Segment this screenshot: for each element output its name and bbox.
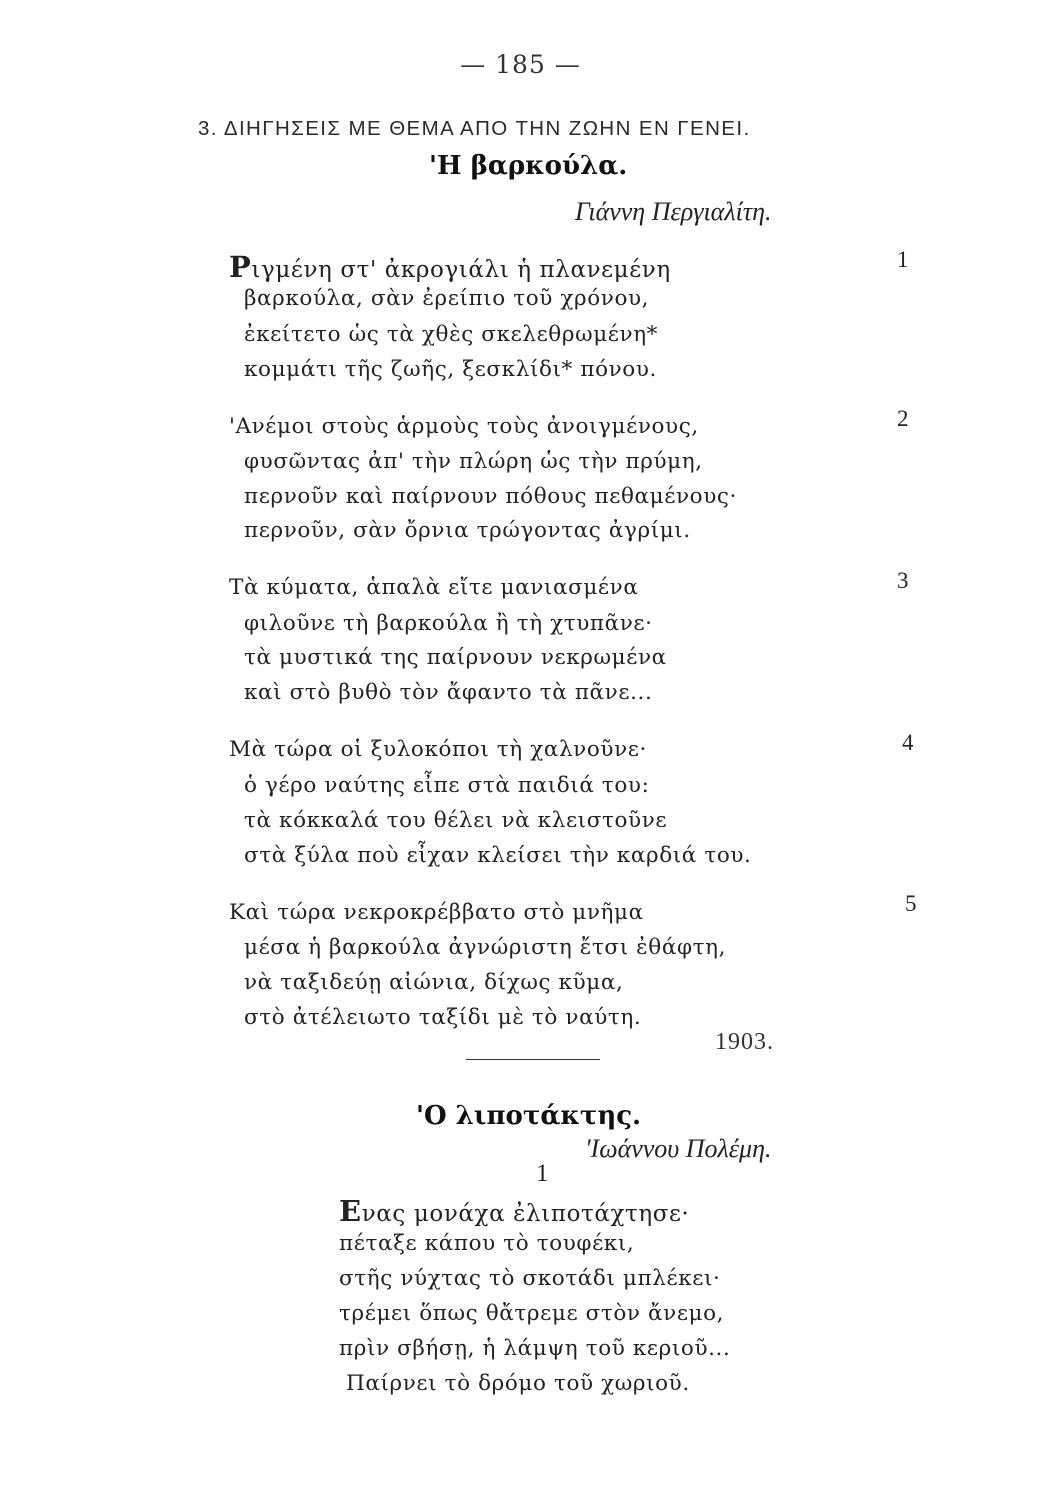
part-number: 1 bbox=[536, 1160, 549, 1187]
poem-line: πέταξε κάπου τὸ τουφέκι, bbox=[339, 1231, 635, 1256]
stanza-number: 5 bbox=[905, 891, 917, 916]
poem-year: 1903. bbox=[715, 1029, 774, 1055]
poem-line: φιλοῦνε τὴ βαρκούλα ἢ τὴ χτυπᾶνε· bbox=[244, 611, 653, 636]
poem-line: φυσῶντας ἀπ' τὴν πλώρη ὡς τὴν πρύμη, bbox=[244, 449, 703, 474]
poem-line: περνοῦν, σὰν ὄρνια τρώγοντας ἀγρίμι. bbox=[244, 518, 691, 543]
poem-line: βαρκούλα, σὰν ἐρείπιο τοῦ χρόνου, bbox=[244, 286, 650, 311]
poem-line: κομμάτι τῆς ζωῆς, ξεσκλίδι* πόνου. bbox=[244, 357, 657, 382]
stanza-number: 3 bbox=[897, 568, 909, 593]
poem-line: Τὰ κύματα, ἁπαλὰ εἴτε μανιασμένα bbox=[229, 575, 639, 600]
poem-author-polemis: 'Ιωάννου Πολέμη. bbox=[585, 1134, 772, 1163]
poem-line: Ριγμένη στ' ἀκρογιάλι ἡ πλανεμένη bbox=[229, 250, 671, 284]
poem-line: περνοῦν καὶ παίρνουν πόθους πεθαμένους· bbox=[244, 484, 737, 509]
page-number: — 185 — bbox=[460, 50, 581, 79]
poem-line: 'Ανέμοι στοὺς ἁρμοὺς τοὺς ἀνοιγμένους, bbox=[229, 414, 699, 439]
drop-cap: Ρ bbox=[229, 250, 252, 284]
poem-title-barkoula: 'Η βαρκούλα. bbox=[429, 151, 628, 181]
poem-author-pergialitis: Γιάννη Περγιαλίτη. bbox=[575, 197, 772, 226]
poem-line: πρὶν σβήσῃ, ἡ λάμψη τοῦ κεριοῦ... bbox=[339, 1336, 731, 1361]
poem-line: στῆς νύχτας τὸ σκοτάδι μπλέκει· bbox=[339, 1266, 721, 1291]
section-divider bbox=[466, 1059, 600, 1060]
stanza-number: 4 bbox=[902, 730, 914, 755]
poem-line: στὸ ἀτέλειωτο ταξίδι μὲ τὸ ναύτη. bbox=[244, 1005, 642, 1030]
poem-line: στὰ ξύλα ποὺ εἶχαν κλείσει τὴν καρδιά του. bbox=[244, 843, 752, 868]
poem-line: τρέμει ὅπως θἄτρεμε στὸν ἄνεμο, bbox=[339, 1301, 725, 1326]
section-heading: 3. ΔΙΗΓΗΣΕΙΣ ΜΕ ΘΕΜΑ ΑΠΟ ΤΗΝ ΖΩΗΝ ΕΝ ΓΕΝΕΙ. bbox=[198, 117, 751, 140]
poem-title-lipotaktis: 'Ο λιποτάκτης. bbox=[416, 1101, 642, 1131]
poem-line: Μὰ τώρα οἱ ξυλοκόποι τὴ χαλνοῦνε· bbox=[229, 737, 647, 762]
poem-line: ἐκείτετο ὡς τὰ χθὲς σκελεθρωμένη* bbox=[244, 322, 659, 347]
poem-line: καὶ στὸ βυθὸ τὸν ἄφαντο τὰ πᾶνε... bbox=[244, 680, 653, 705]
poem-line: Καὶ τώρα νεκροκρέββατο στὸ μνῆμα bbox=[229, 900, 644, 925]
poem-line: τὰ κόκκαλά του θέλει νὰ κλειστοῦνε bbox=[244, 808, 668, 833]
poem-line: νὰ ταξιδεύῃ αἰώνια, δίχως κῦμα, bbox=[244, 970, 624, 995]
poem-line: Ενας μονάχα ἐλιποτάχτησε· bbox=[339, 1194, 690, 1228]
poem-line: τὰ μυστικά της παίρνουν νεκρωμένα bbox=[244, 645, 667, 670]
drop-cap: Ε bbox=[339, 1194, 362, 1228]
poem-line: ὁ γέρο ναύτης εἶπε στὰ παιδιά του: bbox=[244, 773, 650, 798]
poem-line: Παίρνει τὸ δρόμο τοῦ χωριοῦ. bbox=[346, 1371, 690, 1396]
stanza-number: 2 bbox=[897, 406, 909, 431]
stanza-number: 1 bbox=[897, 247, 909, 272]
poem-line: μέσα ἡ βαρκούλα ἀγνώριστη ἔτσι ἐθάφτη, bbox=[244, 935, 727, 960]
